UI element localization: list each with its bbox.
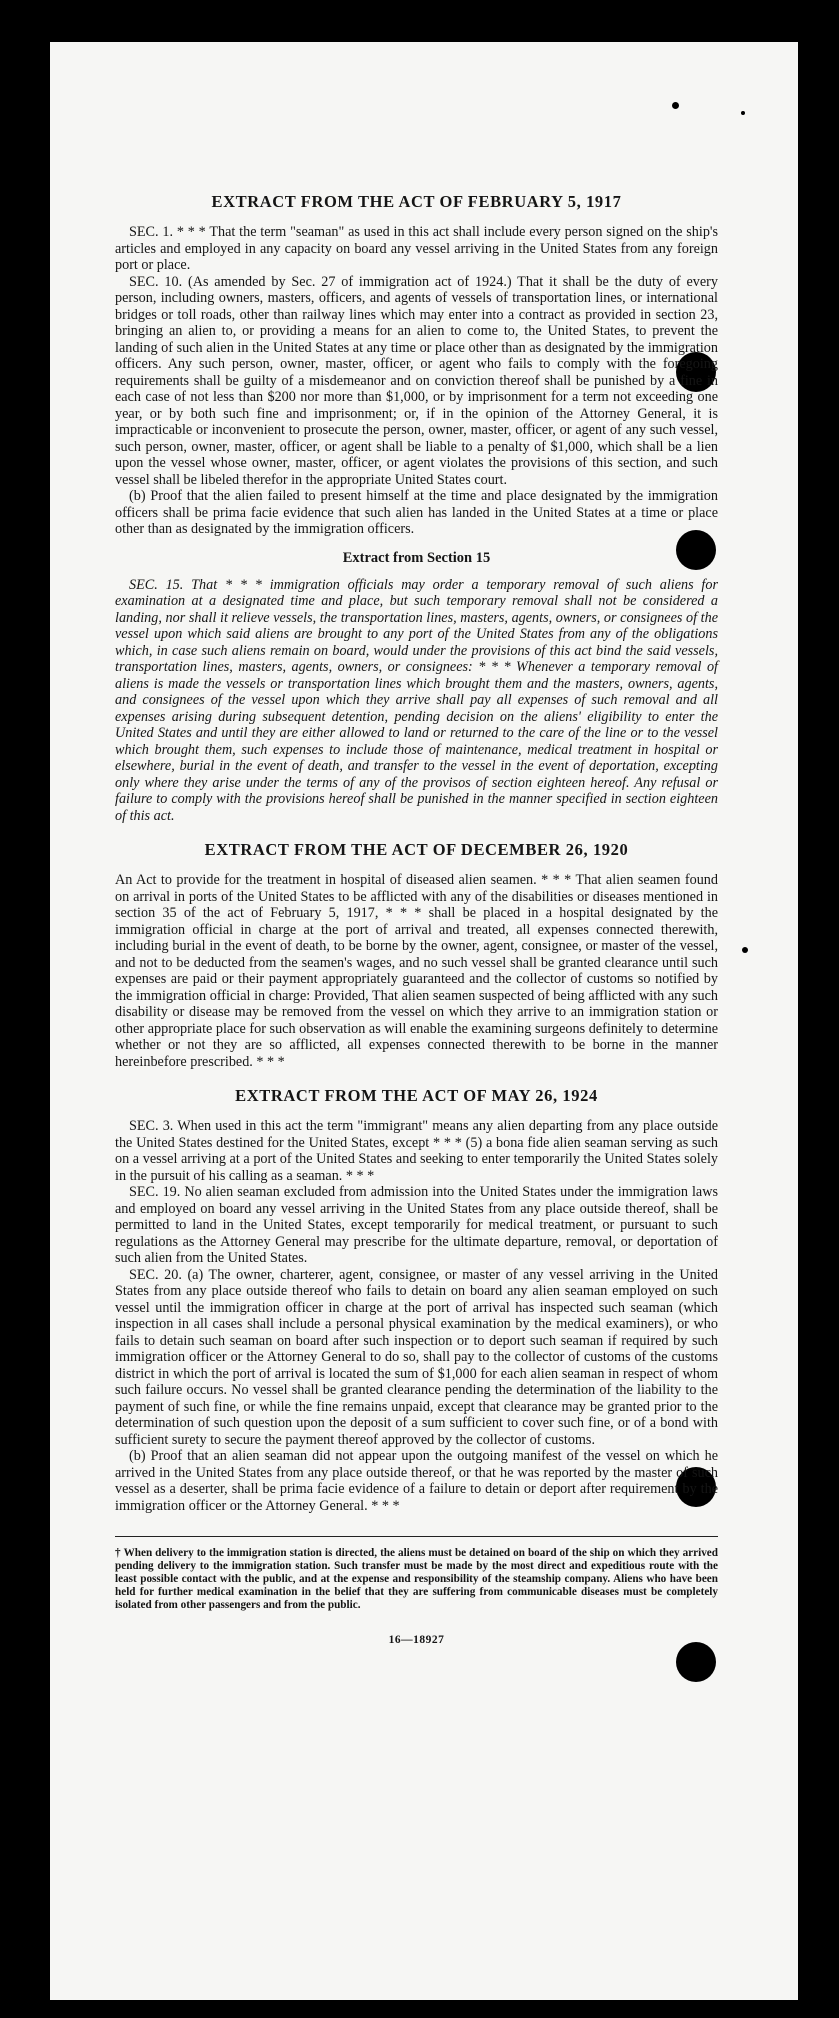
footnote: † When delivery to the immigration station is directed, the aliens must be detained on board of the ship on which they arrived pending delivery to the immigration station. Such transfer must be made by the most direct and expeditious route with the least possible contact with the public, and at the expense and responsibility of the steamship company. Aliens who have been held for further medical examination in the belief that they are suffering from communicable diseases must be completely isolated from other passengers and from the public.: [115, 1547, 718, 1611]
paragraph-sec-20-b: (b) Proof that an alien seaman did not appear upon the outgoing manifest of the vessel on which he arrived in the United States from any place outside thereof, or that he was reported by the master of such vessel as a deserter, shall be prima facie evidence of a failure to detain or deport after requirement by the immigration officer or the Attorney General. * * *: [115, 1448, 718, 1514]
paragraph-sec-19: SEC. 19. No alien seaman excluded from admission into the United States under the immigration laws and employed on board any vessel arriving in the United States from any place outside thereof, shall be permitted to land in the United States, except temporarily for medical treatment, or pursuant to such regulations as the Attorney General may prescribe for the ultimate departure, removal, or deportation of such alien from the United States.: [115, 1184, 718, 1266]
paragraph-sec-10-b: (b) Proof that the alien failed to present himself at the time and place designated by the immigration officers shall be prima facie evidence that such alien has landed in the United States at a time or place other than as designated by the immigration officers.: [115, 488, 718, 537]
speck-mark: [741, 111, 745, 115]
paragraph-sec-10: SEC. 10. (As amended by Sec. 27 of immigration act of 1924.) That it shall be the duty of every person, including owners, masters, officers, and agents of vessels of transportation lines, or international bridges or toll roads, other than railway lines which may enter into a contract as provided in section 23, bringing an alien to, or providing a means for an alien to come to, the United States, to prevent the landing of such alien in the United States at any time or place other than as designated by the immigration officers. Any such person, owner, master, officer, or agent who fails to comply with the foregoing requirements shall be guilty of a misdemeanor and on conviction thereof shall be punished by a fine in each case of not less than $200 nor more than $1,000, or by imprisonment for a term not exceeding one year, or by both such fine and imprisonment; or, if in the opinion of the Attorney General, it is impracticable or inconvenient to prosecute the person, owner, master, officer, or agent of any such vessel, such person, owner, master, officer, or agent shall be liable to a penalty of $1,000, which shall be a lien upon the vessel whose owner, master, officer, or agent violates the provisions of this section, and such vessel shall be libeled therefor in the appropriate United States court.: [115, 273, 718, 488]
paragraph-sec-15: SEC. 15. That * * * immigration officials may order a temporary removal of such aliens for examination at a designated time and place, but such temporary removal shall not be considered a landing, nor shall it relieve vessels, the transportation lines, masters, agents, owners, or consignees of the vessel upon which said aliens are brought to any port of the United States from any of the obligations which, in case such aliens remain on board, would under the provisions of this act bind the said vessels, transportation lines, masters, agents, owners, or consignees: * * * Whenever a temporary removal of aliens is made the vessels or transportation lines which brought them and the masters, owners, agents, and consignees of the vessel upon which they arrive shall pay all expenses of such removal and all expenses arising during subsequent detention, pending decision on the aliens' eligibility to enter the United States and until they are either allowed to land or returned to the care of the line or to the vessel which brought them, such expenses to include those of maintenance, medical treatment in hospital or elsewhere, burial in the event of death, and transfer to the vessel in the event of deportation, excepting only where they arise under the terms of any of the provisos of section eighteen hereof. Any refusal or failure to comply with the provisions hereof shall be punished in the manner specified in section eighteen of this act.: [115, 576, 718, 824]
section-subtitle: Extract from Section 15: [342, 549, 491, 566]
section-title: EXTRACT FROM THE ACT OF DECEMBER 26, 1920: [204, 840, 629, 859]
section-title: EXTRACT FROM THE ACT OF MAY 26, 1924: [235, 1086, 598, 1105]
paragraph-sec-20-a: SEC. 20. (a) The owner, charterer, agent, consignee, or master of any vessel arriving in the United States from any place outside thereof who fails to detain on board any alien seaman employed on such vessel until the immigration officer in charge at the port of arrival has inspected such seaman (which inspection in all cases shall include a personal physical examination by the medical examiners), or who fails to detain such seaman on board after such inspection or to deport such seaman if required by such immigration officer or the Attorney General to do so, shall pay to the collector of customs of the customs district in which the port of arrival is located the sum of $1,000 for each alien seaman in respect of whom such failure occurs. No vessel shall be granted clearance pending the determination of the liability to the payment of such fine, or while the fine remains unpaid, except that clearance may be granted prior to the determination of such question upon the deposit of a sum sufficient to cover such fine, or of a bond with sufficient surety to secure the payment thereof approved by the collector of customs.: [115, 1266, 718, 1448]
footnote-divider: [115, 1536, 718, 1537]
paragraph-act-1920: An Act to provide for the treatment in hospital of diseased alien seamen. * * * That alien seamen found on arrival in ports of the United States to be afflicted with any of the disabilities or diseases mentioned in section 35 of the act of February 5, 1917, * * * shall be placed in a hospital designated by the immigration official in charge at the port of arrival and treated, all expenses connected therewith, including burial in the event of death, to be borne by the owner, agent, consignee, or master of the vessel, and not to be deducted from the seamen's wages, and no such vessel shall be granted clearance until such expenses are paid or their payment appropriately guaranteed and the collector of customs so notified by the immigration official in charge: Provided, That alien seamen suspected of being afflicted with any such disability or disease may be removed from the vessel on which they arrive to an immigration station or other appropriate place for such observation as will enable the examining surgeons definitely to determine whether or not they are so afflicted, all expenses connected therewith to be borne in the manner hereinbefore prescribed. * * *: [115, 872, 718, 1070]
paragraph-sec-3: SEC. 3. When used in this act the term "immigrant" means any alien departing from any place outside the United States destined for the United States, except * * * (5) a bona fide alien seaman serving as such on a vessel arriving at a port of the United States and seeking to enter temporarily the United States solely in the pursuit of his calling as a seaman. * * *: [115, 1118, 718, 1184]
speck-mark: [672, 102, 679, 109]
page-number: 16—18927: [388, 1634, 445, 1646]
punch-hole: [676, 1642, 716, 1682]
document-page: [50, 42, 798, 2000]
section-title: EXTRACT FROM THE ACT OF FEBRUARY 5, 1917: [211, 192, 622, 211]
speck-mark: [742, 947, 748, 953]
paragraph-sec-1: SEC. 1. * * * That the term "seaman" as used in this act shall include every person signed on the ship's articles and employed in any capacity on board any vessel arriving in the United States from any foreign port or place.: [115, 224, 718, 273]
document-body: [115, 192, 718, 1646]
